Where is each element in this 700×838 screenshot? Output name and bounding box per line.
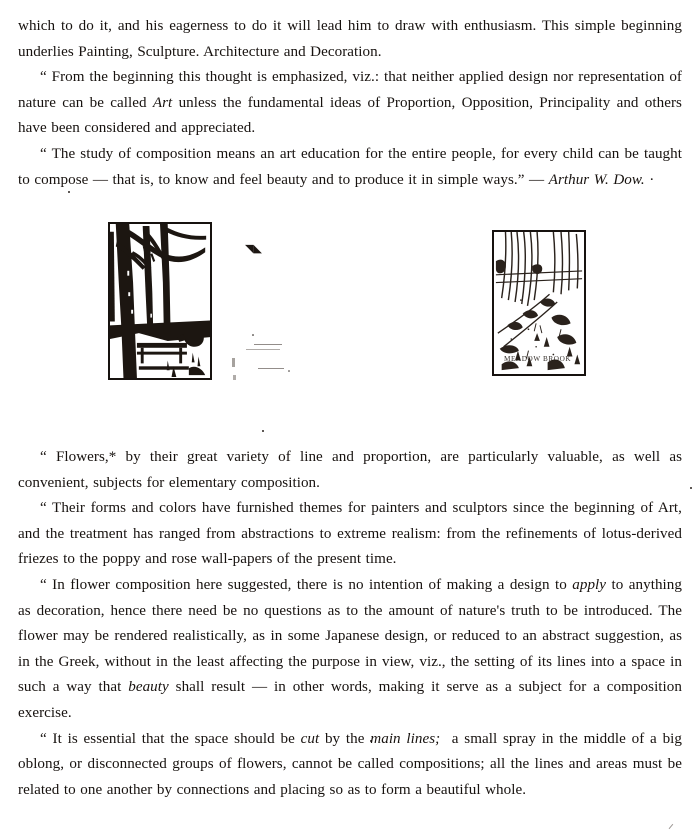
paragraph-text: “ The study of composition means an art education for the entire people, for every child can be taught to compose — that is, to know and feel beauty and to produce it in simple ways.” — Arthur W. Dow. · — [18, 145, 682, 188]
paragraph-text: “ Flowers,* by their great variety of line and proportion, are particularly valuable, as well as convenient, subjects for elementary composition. — [18, 449, 682, 491]
woodland-trees-illustration — [108, 222, 212, 380]
scan-faint-line — [246, 349, 280, 350]
paragraph-text: “ In flower composition here suggested, there is no intention of making a design to apply to anything as decoration, hence there need be no questions as to the amount of nature's truth to be introduced. The flower may be rendered realistically, as in some Japanese design, or reduced to an abstract suggestion, as in the Greek, without in the least affecting the purpose in view, viz., the setting of its lines into a space in such a way that beauty shall result — in other words, making it serve as a subject for a composition exercise. — [18, 576, 682, 721]
paragraph-in-flower-composition — [18, 573, 682, 727]
scan-speck — [68, 191, 70, 193]
paragraph-flowers — [18, 445, 682, 496]
scan-speck — [262, 430, 264, 432]
scan-faint-tick — [669, 824, 674, 829]
paragraph-text: “ Their forms and colors have furnished themes for painters and sculptors since the beginning of Art, and the treatment has ranged from abstractions to extreme realism: from the refinements of lotus-derived friezes to the poppy and rose wall-papers of the present time. — [18, 500, 682, 568]
bottom-text-block — [18, 445, 682, 803]
paragraph-study-of-composition — [18, 142, 682, 193]
paragraph-their-forms — [18, 496, 682, 573]
meadow-brook-artwork — [494, 232, 584, 374]
italic-main-lines: main lines; — [370, 730, 441, 747]
woodland-trees-artwork — [110, 224, 210, 378]
paragraph-continued — [18, 14, 682, 65]
italic-apply: apply — [572, 576, 607, 593]
italic-art: Art — [152, 94, 173, 111]
scan-speck — [252, 334, 254, 336]
paragraph-text: “ It is essential that the space should be cut by the main lines; a small spray in the middle of a big oblong, or disconnected groups of flowers, cannot be called compositions; all the lines and areas must be related to one another by connections and placing so as to form a beautiful whole. — [18, 730, 683, 798]
scan-speck — [288, 370, 290, 372]
paragraph-text: “ From the beginning this thought is emphasized, viz.: that neither applied design nor representation of nature can be called Art unless the fundamental ideas of Proportion, Opposition, Principality and others have been considered and appreciated. — [18, 69, 682, 137]
paragraph-text: which to do it, and his eagerness to do it will lead him to draw with enthusiasm. This simple beginning underlies Painting, Sculpture. Architecture and Decoration. — [18, 18, 682, 60]
paragraph-from-the-beginning — [18, 65, 682, 142]
scan-speck-bird-mark: ◥◣ — [245, 242, 262, 255]
paragraph-it-is-essential — [18, 727, 682, 804]
italic-beauty: beauty — [128, 679, 169, 696]
top-text-block — [18, 14, 682, 193]
scan-faint-line — [258, 368, 284, 369]
scan-speck — [690, 487, 692, 489]
scan-faint-line — [254, 344, 282, 345]
scan-faint-tick — [232, 358, 235, 367]
italic-attribution: Arthur W. Dow. — [548, 171, 645, 188]
italic-cut: cut — [300, 730, 320, 747]
scan-faint-tick — [233, 375, 236, 380]
illustration-caption-meadow-brook: MEADOW BROOK — [504, 355, 572, 363]
